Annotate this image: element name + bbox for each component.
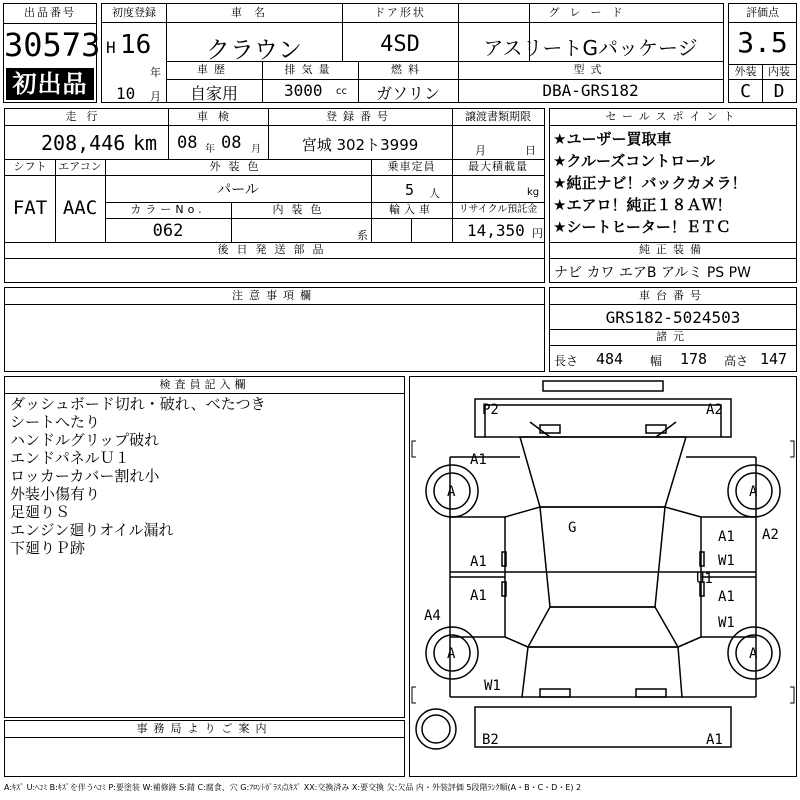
office-label: 事務局よりご案内 [136, 722, 273, 735]
door-label: ドア形状 [374, 6, 426, 19]
mark-front-left-fender: A1 [470, 452, 487, 468]
inspector-note: エンドパネルＵ１ [10, 449, 130, 467]
inspector-box [4, 376, 405, 718]
sales-point-item: ★ユーザー買取車 [553, 130, 672, 148]
shift-label: シフト [13, 160, 47, 173]
shift: FAT [12, 197, 48, 219]
first-reg-year: 16 [120, 30, 152, 60]
notes-box [4, 287, 545, 372]
sales-points-list [553, 128, 795, 238]
mark-left-quarter: A4 [424, 608, 441, 624]
recycle-unit: 円 [532, 227, 543, 240]
plate-number: 宮城 302ト3999 [301, 136, 419, 154]
car-name-label: 車名 [231, 6, 277, 19]
sales-points-box [549, 108, 797, 283]
transfer-day-unit: 日 [525, 144, 536, 157]
model-label: 型式 [573, 63, 608, 76]
history-label: 車歴 [197, 63, 231, 76]
car-diagram-svg [410, 377, 796, 776]
sales-point-item: ★エアロ！純正１８ＡＷ！ [553, 196, 732, 214]
grade: アスリートGパッケージ [483, 36, 698, 60]
recycle-label: リサイクル預託金 [458, 204, 538, 215]
inspection-label: 車検 [197, 110, 239, 123]
color-label: 外装色 [209, 160, 267, 173]
inspector-note: エンジン廻りオイル漏れ [10, 521, 174, 539]
mark-wheel-fl: A [447, 484, 456, 500]
mark-wheel-rr: A [749, 646, 758, 662]
mark-right-rear-door-2: W1 [718, 615, 735, 631]
score-box [728, 3, 797, 103]
mark-front-left-corner: P2 [482, 402, 499, 418]
office-box [4, 720, 405, 777]
score-label: 評価点 [746, 6, 779, 19]
interior-color-label: 内装色 [272, 203, 330, 216]
mark-right-front-door: A1 [718, 529, 735, 545]
inspector-note: シートへたり [10, 413, 101, 431]
first-reg-month: 10 [116, 84, 136, 103]
inspector-note: 足廻りＳ [10, 503, 71, 521]
mark-right-rocker: U1 [696, 571, 713, 587]
load-label: 最大積載量 [468, 160, 528, 173]
first-listing-badge: 初出品 [6, 68, 94, 100]
later-parts-label: 後日発送部品 [217, 243, 332, 256]
mark-front-right-corner: A2 [706, 402, 723, 418]
load-unit: kg [527, 187, 540, 198]
exterior-label: 外装 [734, 65, 757, 78]
length: 484 [596, 350, 624, 368]
mark-left-front-door: A1 [470, 554, 487, 570]
lot-number-box [3, 3, 101, 103]
mark-wheel-fr: A [749, 484, 758, 500]
chassis-label: 車台番号 [639, 289, 707, 302]
ac: AAC [62, 197, 98, 219]
year-unit: 年 [150, 66, 161, 79]
fuel: ガソリン [375, 84, 440, 103]
displacement-unit: cc [336, 86, 347, 97]
model: DBA-GRS182 [542, 81, 639, 100]
mark-right-front-door-2: W1 [718, 553, 735, 569]
inspection-year: 08 [177, 133, 198, 153]
height: 147 [760, 350, 788, 368]
inspector-note: 下廻りＰ跡 [10, 539, 86, 557]
mark-right-rear-door: A1 [718, 589, 735, 605]
exterior-grade: C [740, 81, 751, 102]
insp-month-unit: 月 [251, 144, 261, 155]
mark-left-rear-bumper: W1 [484, 678, 501, 694]
legend: A:ｷｽﾞ U:ﾍｺﾐ B:ｷｽﾞを伴うﾍｺﾐ P:要塗装 W:補修跡 S:錆 C:腐食、穴 G:ﾌﾛﾝﾄｶﾞﾗｽ点ｷｽﾞ XX:交換済み X:要交換 欠:欠品 内・外装評価 5段階ﾗﾝｸ順(A・B・C・D・E) 2 [4, 783, 582, 792]
mileage-label: 走行 [65, 110, 108, 123]
interior-label: 内装 [768, 65, 790, 78]
chassis-number: GRS182-5024503 [605, 308, 741, 327]
fuel-label: 燃料 [391, 63, 425, 76]
equipment-value: ナビ カワ エアB アルミ PS PW [554, 265, 751, 281]
history: 自家用 [189, 84, 238, 103]
recycle-fee: 14,350 [467, 221, 525, 240]
capacity: 5 [405, 181, 415, 199]
mileage: 208,446 [41, 131, 126, 155]
lot-number-label: 出品番号 [24, 6, 76, 19]
mark-right-side: A2 [762, 527, 779, 543]
notes-label: 注意事項欄 [232, 289, 317, 302]
color-number: 062 [152, 221, 184, 241]
score: 3.5 [737, 26, 788, 59]
height-label: 高さ [724, 354, 749, 368]
inspector-note: ダッシュボード切れ・破れ、べたつき [10, 395, 266, 413]
inspector-notes [10, 395, 400, 557]
damage-diagram [409, 376, 797, 777]
spec-label: 諸元 [656, 330, 690, 343]
transfer-month-unit: 月 [475, 144, 486, 157]
equipment-label: 純正装備 [639, 243, 707, 256]
chassis-box [549, 287, 797, 372]
inspector-label: 検査員記入欄 [159, 378, 250, 391]
sales-point-item: ★クルーズコントロール [553, 152, 715, 170]
inspector-note: ロッカーカバー割れ小 [10, 467, 160, 485]
door-type: 4SD [380, 32, 420, 57]
sales-points-label: セールスポイント [605, 110, 741, 123]
inspection-month: 08 [221, 133, 242, 153]
length-label: 長さ [554, 354, 579, 368]
inspector-note: ハンドルグリップ破れ [10, 431, 160, 449]
sales-point-item: ★シートヒーター！ＥＴＣ [553, 218, 731, 236]
first-reg-label: 初度登録 [112, 6, 156, 19]
mileage-unit: km [133, 131, 158, 155]
capacity-unit: 人 [429, 187, 440, 200]
interior-grade: D [773, 81, 785, 102]
import-label: 輸入車 [389, 203, 434, 216]
ac-label: エアコン [58, 160, 102, 173]
transfer-label: 譲渡書類期限 [465, 110, 531, 123]
width-label: 幅 [650, 354, 663, 368]
displacement-label: 排気量 [284, 63, 336, 76]
insp-year-unit: 年 [205, 144, 215, 155]
grade-label: グレード [548, 6, 633, 19]
color-no-label: カラーNo. [130, 203, 206, 216]
plate-label: 登録番号 [326, 110, 394, 123]
sales-point-item: ★純正ナビ！バックカメラ！ [553, 174, 747, 192]
displacement: 3000 [284, 81, 323, 100]
month-unit: 月 [150, 90, 161, 103]
mark-rear-left-corner: B2 [482, 732, 499, 748]
details-block [4, 108, 545, 283]
mark-roof: G [568, 520, 577, 536]
mark-left-rear-door: A1 [470, 588, 487, 604]
capacity-label: 乗車定員 [387, 160, 436, 173]
exterior-color: パール [217, 182, 259, 198]
width: 178 [680, 350, 708, 368]
mark-rear-right-corner: A1 [706, 732, 723, 748]
mark-wheel-rl: A [447, 646, 456, 662]
car-name: クラウン [206, 36, 302, 64]
inspector-note: 外装小傷有り [10, 485, 101, 503]
vehicle-header [101, 3, 724, 103]
era: H [106, 38, 116, 57]
interior-color-unit: 系 [357, 229, 368, 242]
lot-number: 30573 [4, 26, 101, 64]
